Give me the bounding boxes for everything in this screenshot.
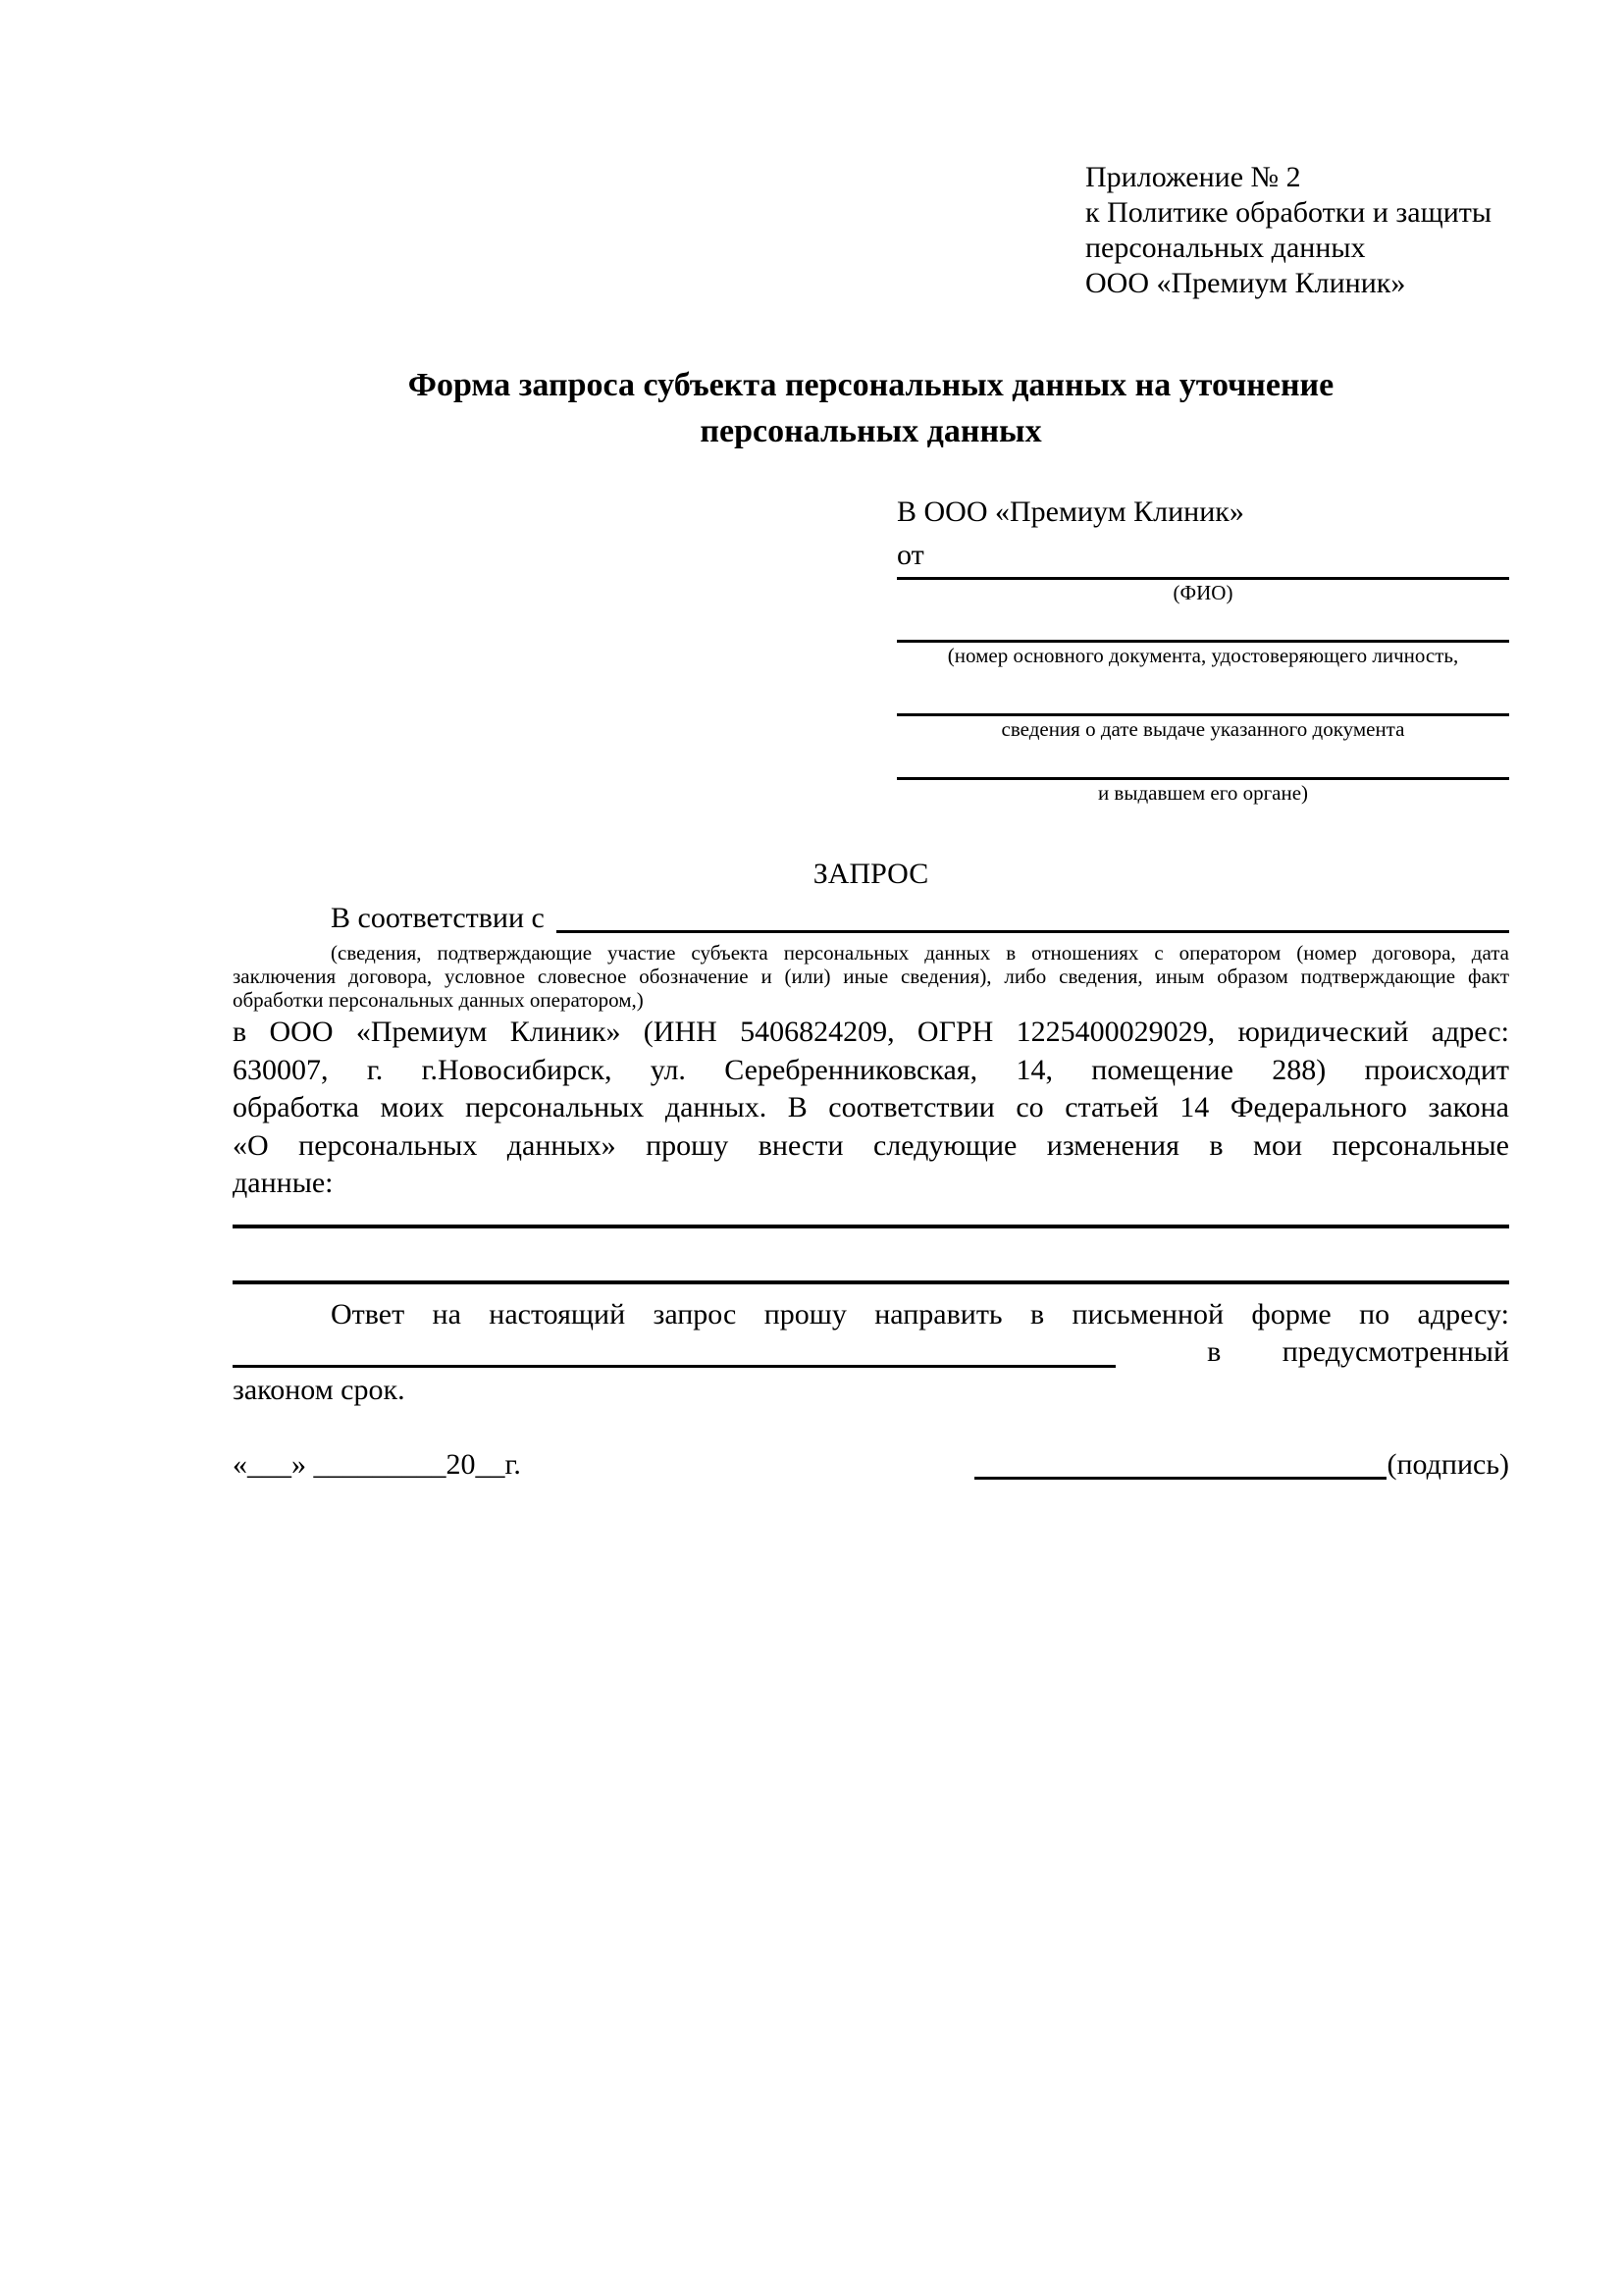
reply-line2 bbox=[233, 1333, 1509, 1372]
issuing-authority-caption: и выдавшем его органе) bbox=[1097, 781, 1309, 805]
smallprint-line: (сведения, подтверждающие участие субъекта персональных данных в отношениях с оператором (номер договора, дата bbox=[331, 941, 1509, 965]
request-body-line: в ООО «Премиум Клиник» (ИНН 5406824209, ОГРН 1225400029029, юридический адрес: bbox=[233, 1016, 1509, 1048]
document-content bbox=[0, 160, 1623, 1484]
intro-label: В соответствии с bbox=[331, 902, 545, 934]
request-body-line: данные: bbox=[233, 1167, 334, 1199]
changes-blank-line-1 bbox=[233, 1225, 1509, 1228]
date-signature-row bbox=[233, 1446, 1509, 1484]
field-issue-date bbox=[897, 713, 1509, 742]
request-heading: ЗАПРОС bbox=[812, 858, 929, 890]
document-number-caption: (номер основного документа, удостоверяющего личность, bbox=[947, 644, 1459, 667]
fio-caption: (ФИО) bbox=[1173, 581, 1233, 604]
reply-line2-text: в предусмотренный bbox=[1207, 1335, 1509, 1368]
signature-blank-line bbox=[974, 1477, 1387, 1480]
request-body-line: «О персональных данных» прошу внести следующие изменения в мои персональные bbox=[233, 1128, 1509, 1162]
appendix-note bbox=[1085, 160, 1509, 301]
reply-line3: законом срок. bbox=[233, 1373, 405, 1406]
reply-line1: Ответ на настоящий запрос прошу направить в письменной форме по адресу: bbox=[331, 1297, 1509, 1331]
request-body bbox=[233, 1014, 1509, 1203]
intro-blank-line bbox=[556, 930, 1509, 933]
document-title bbox=[233, 362, 1509, 454]
issue-date-caption: сведения о дате выдаче указанного документа bbox=[1001, 717, 1405, 741]
request-body-line: 630007, г. г.Новосибирск, ул. Серебренниковская, 14, помещение 288) происходит bbox=[233, 1053, 1509, 1086]
smallprint-line: заключения договора, условное словесное обозначение и (или) иные сведения), либо сведения, иным образом подтверждающие факт bbox=[233, 965, 1509, 988]
smallprint-line: обработки персональных данных оператором,) bbox=[233, 988, 644, 1012]
field-fio bbox=[897, 577, 1509, 605]
addressee-from-label: от bbox=[897, 539, 924, 571]
reply-address-blank-line bbox=[233, 1365, 1116, 1368]
date-blank: «___» _________20__г. bbox=[233, 1448, 521, 1481]
appendix-note-line: к Политике обработки и защиты bbox=[1085, 196, 1492, 229]
signature-group bbox=[974, 1446, 1509, 1484]
request-intro bbox=[233, 900, 1509, 937]
smallprint-note bbox=[233, 941, 1509, 1012]
addressee-to: В ООО «Премиум Клиник» bbox=[897, 496, 1244, 528]
changes-blank-line-2 bbox=[233, 1280, 1509, 1284]
field-document-number bbox=[897, 640, 1509, 668]
appendix-note-line: ООО «Премиум Клиник» bbox=[1085, 267, 1406, 299]
addressee-block bbox=[897, 490, 1509, 806]
signature-caption: (подпись) bbox=[1387, 1448, 1509, 1481]
document-title-line1: Форма запроса субъекта персональных данных на уточнение bbox=[407, 367, 1335, 403]
appendix-note-line: Приложение № 2 bbox=[1085, 161, 1301, 193]
field-issuing-authority bbox=[897, 777, 1509, 806]
document-title-line2: персональных данных bbox=[700, 413, 1042, 449]
appendix-note-line: персональных данных bbox=[1085, 232, 1366, 264]
reply-paragraph bbox=[233, 1296, 1509, 1410]
request-body-line: обработка моих персональных данных. В соответствии со статьей 14 Федерального закона bbox=[233, 1091, 1509, 1123]
